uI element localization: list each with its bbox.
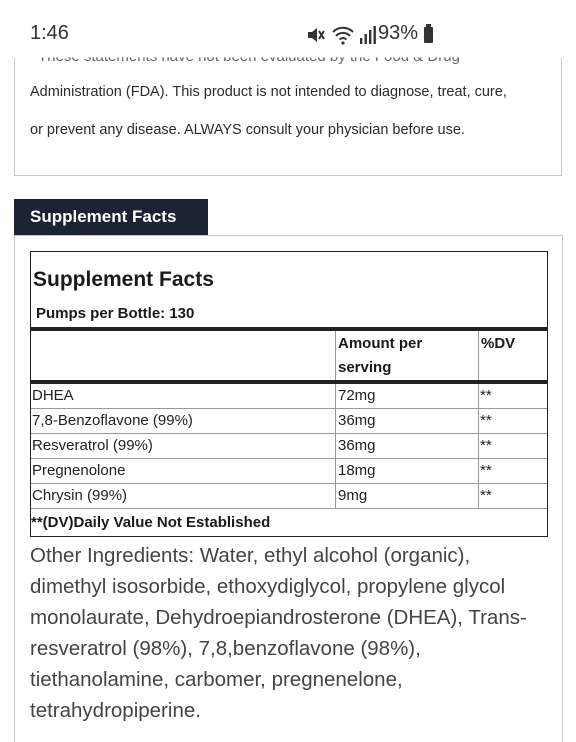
facts-servings: Pumps per Bottle: 130: [36, 305, 195, 322]
column-header-amount: [338, 332, 422, 380]
ingredient-amount: 72mg: [338, 387, 376, 404]
ingredient-name: Resveratrol (99%): [32, 437, 153, 454]
ingredient-name: 7,8-Benzoflavone (99%): [32, 412, 193, 429]
ingredient-amount: 36mg: [338, 412, 376, 429]
other-ingredients: Other Ingredients: Water, ethyl alcohol (organic), dimethyl isosorbide, ethoxydiglycol, propylene glycol monolaurate, Dehydroepiandrosterone (DHEA), Trans-resveratrol (98%), 7,8,benzoflavone (98%), tiethanolamine, carbomer, pregnenelone, tetrahydropiperine.: [30, 544, 527, 722]
ingredient-name: Pregnenolone: [32, 462, 126, 479]
divider-thick-top: [31, 327, 547, 331]
column-divider-1: [335, 384, 336, 509]
ingredient-dv: **: [480, 487, 492, 504]
column-header-amount-line1: Amount per: [338, 335, 423, 352]
ingredient-dv: **: [480, 412, 492, 429]
table-row: [31, 409, 547, 434]
signal-icon: [360, 26, 376, 44]
mute-icon: [306, 25, 326, 45]
battery-icon: [424, 27, 433, 43]
ingredient-name: Chrysin (99%): [32, 487, 128, 504]
ingredient-dv: **: [480, 437, 492, 454]
column-header-dv: %DV: [481, 335, 516, 352]
disclaimer-line-1: Administration (FDA). This product is not intended to diagnose, treat, cure,: [30, 84, 507, 100]
dv-footnote: **(DV)Daily Value Not Established: [31, 514, 271, 531]
status-time: 1:46: [30, 22, 69, 44]
header-divider-1: [335, 331, 336, 380]
table-row: [31, 459, 547, 484]
table-row: [31, 434, 547, 459]
ingredient-amount: 36mg: [338, 437, 376, 454]
column-divider-2: [478, 384, 479, 509]
facts-title: Supplement Facts: [33, 268, 214, 291]
ingredient-dv: **: [480, 387, 492, 404]
battery-percent: 93%: [378, 22, 419, 44]
table-row: [31, 484, 547, 509]
table-row: [31, 384, 547, 409]
disclaimer-line-2: or prevent any disease. ALWAYS consult your physician before use.: [30, 122, 465, 138]
tab-supplement-facts[interactable]: Supplement Facts: [14, 199, 208, 235]
status-bar: [0, 0, 576, 58]
ingredient-amount: 9mg: [338, 487, 368, 504]
wifi-icon: [332, 25, 354, 45]
status-icons: [306, 24, 376, 46]
ingredient-name: DHEA: [32, 387, 74, 404]
ingredient-dv: **: [480, 462, 492, 479]
header-divider-2: [478, 331, 479, 380]
supplement-facts-table: [30, 251, 548, 537]
column-header-amount-line2: serving: [338, 359, 392, 376]
ingredient-amount: 18mg: [338, 462, 376, 479]
